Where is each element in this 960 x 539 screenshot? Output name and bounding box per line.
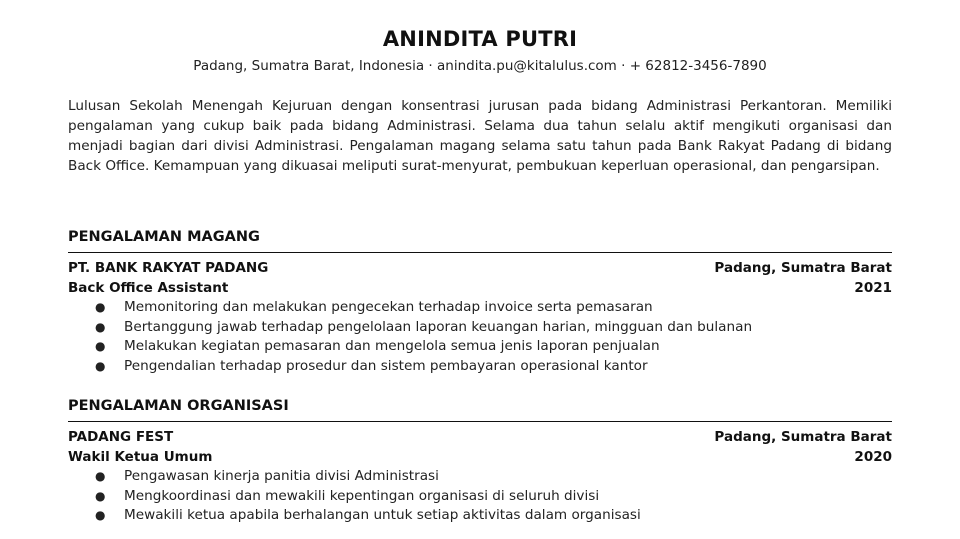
section-divider — [68, 252, 892, 253]
organization-role-row — [68, 448, 892, 467]
bullet-icon: ● — [95, 319, 106, 334]
list-item — [68, 467, 892, 487]
duty-text: Mengkoordinasi dan mewakili kepentingan organisasi di seluruh divisi — [124, 487, 600, 504]
internship-year: 2021 — [854, 280, 892, 296]
list-item — [68, 506, 892, 526]
duty-text: Pengendalian terhadap prosedur dan sistem pembayaran operasional kantor — [124, 358, 648, 375]
organization-name: PADANG FEST — [68, 429, 174, 445]
internship-org: PT. BANK RAKYAT PADANG — [68, 260, 269, 276]
contact-line: Padang, Sumatra Barat, Indonesia · anindita.pu@kitalulus.com · + 62812-3456-7890 — [193, 58, 767, 74]
bullet-icon: ● — [95, 469, 106, 483]
section-title-organization: PENGALAMAN ORGANISASI — [68, 398, 289, 414]
section-divider — [68, 421, 892, 422]
internship-duties — [68, 298, 892, 377]
organization-role: Wakil Ketua Umum — [68, 449, 213, 465]
bullet-icon: ● — [95, 359, 106, 374]
list-item — [68, 298, 892, 318]
duty-text: Melakukan kegiatan pemasaran dan mengelola semua jenis laporan penjualan — [124, 338, 660, 355]
duty-text: Pengawasan kinerja panitia divisi Administrasi — [124, 468, 439, 484]
list-item — [68, 357, 892, 377]
duty-text: Mewakili ketua apabila berhalangan untuk setiap aktivitas dalam organisasi — [124, 507, 641, 524]
internship-location: Padang, Sumatra Barat — [714, 260, 892, 276]
section-title-internship: PENGALAMAN MAGANG — [68, 229, 260, 245]
bullet-icon: ● — [95, 300, 106, 314]
bullet-icon: ● — [95, 488, 106, 503]
organization-location: Padang, Sumatra Barat — [714, 429, 892, 445]
internship-org-row — [68, 259, 892, 278]
internship-role: Back Office Assistant — [68, 280, 229, 296]
internship-role-row — [68, 279, 892, 298]
bullet-icon: ● — [95, 508, 106, 523]
duty-text: Bertanggung jawab terhadap pengelolaan laporan keuangan harian, mingguan dan bulanan — [124, 318, 753, 335]
bullet-icon: ● — [95, 339, 106, 354]
organization-org-row — [68, 428, 892, 447]
duty-text: Memonitoring dan melakukan pengecekan terhadap invoice serta pemasaran — [124, 299, 653, 315]
profile-summary: Lulusan Sekolah Menengah Kejuruan dengan konsentrasi jurusan pada bidang Administrasi Perkantoran. Memiliki pengalaman yang cukup baik pada bidang Administrasi. Selama dua tahun selalu aktif mengikuti organisasi dan menjadi bagian dari divisi Administrasi. Pengalaman magang selama satu tahun pada Bank Rakyat Padang di bidang Back Office. Kemampuan yang dikuasai meliputi surat-menyurat, pembukuan keperluan operasional, dan pengarsipan. — [68, 98, 892, 174]
list-item — [68, 487, 892, 507]
list-item — [68, 337, 892, 357]
organization-year: 2020 — [854, 449, 892, 465]
candidate-name: ANINDITA PUTRI — [382, 27, 578, 51]
organization-duties — [68, 467, 892, 526]
list-item — [68, 318, 892, 338]
